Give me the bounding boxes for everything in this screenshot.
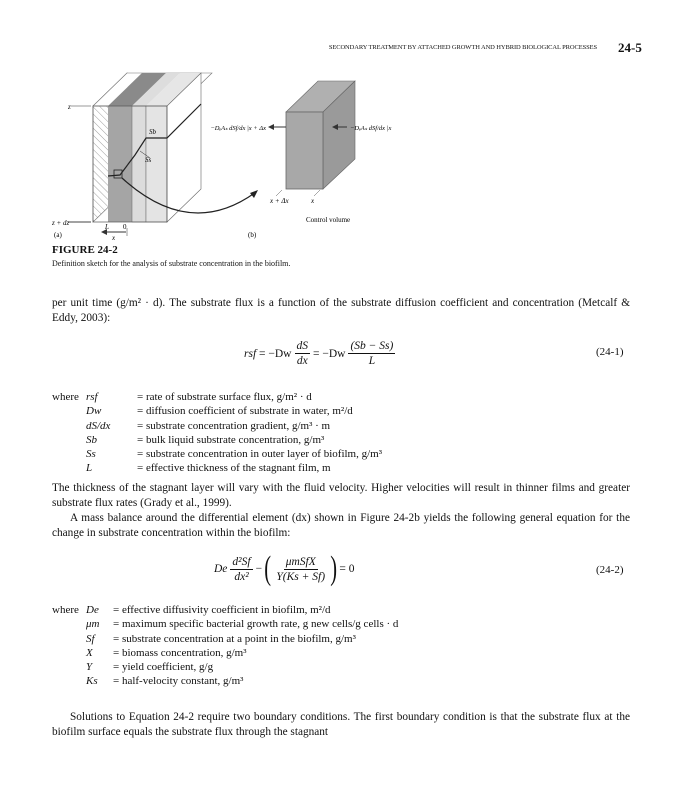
definition-row — [52, 632, 398, 646]
fraction — [295, 340, 311, 367]
fraction — [230, 556, 252, 583]
symbol: dS/dx — [86, 419, 111, 432]
fraction — [276, 556, 325, 583]
definition-text: = diffusion coefficient of substrate in water, m²/d — [137, 405, 353, 418]
paragraph: per unit time (g/m² · d). The substrate flux is a function of the substrate diffusion coefficient and concentration (Metcalf & Eddy, 2003): — [52, 297, 630, 324]
equation-number: (24-1) — [596, 346, 624, 358]
where-label — [52, 447, 86, 461]
definition-text: = maximum specific bacterial growth rate, g new cells/g cells · d — [113, 618, 399, 631]
definition-row — [52, 433, 382, 447]
right-paren: ) — [330, 550, 338, 587]
denominator: dx² — [234, 570, 249, 583]
where-label — [52, 419, 86, 433]
symbol: De — [86, 604, 99, 616]
where-label — [52, 404, 86, 418]
definition-text: = substrate concentration gradient, g/m³ · m — [137, 419, 331, 432]
eq-term: = −Dw — [313, 347, 346, 360]
definition-text: = effective thickness of the stagnant film, m — [137, 462, 331, 475]
label-z: z — [68, 103, 71, 111]
denominator: Y(Ks + Sf) — [276, 570, 326, 583]
label-L: L — [105, 223, 109, 231]
symbol: L — [86, 462, 93, 475]
equation-24-2 — [214, 552, 355, 586]
symbol: X — [86, 646, 93, 659]
definition-row — [52, 447, 382, 461]
definition-text: = effective diffusivity coefficient in biofilm, m²/d — [113, 604, 331, 616]
page-number: 24-5 — [618, 40, 642, 55]
label-x-dx: x + Δx — [270, 197, 289, 205]
running-header: SECONDARY TREATMENT BY ATTACHED GROWTH AND HYBRID BIOLOGICAL PROCESSES — [328, 44, 597, 51]
where-label — [52, 461, 86, 475]
control-volume-label: Control volume — [306, 216, 351, 224]
symbol: rsf — [86, 391, 98, 403]
definition-row — [52, 617, 398, 631]
symbol: Sf — [86, 632, 95, 645]
definition-row — [52, 404, 382, 418]
definition-row — [52, 660, 398, 674]
definition-text: = substrate concentration at a point in the biofilm, g/m³ — [113, 632, 356, 645]
eq-rhs: = 0 — [339, 563, 355, 575]
panel-a-label: (a) — [54, 231, 62, 239]
paragraph: Solutions to Equation 24-2 require two boundary conditions. The first boundary condition is that the substrate flux at the biofilm surface equals the substrate flux through the stagnant — [52, 711, 630, 738]
left-paren: ( — [264, 550, 272, 587]
biofilm-diagram — [51, 73, 258, 242]
paragraph: The thickness of the stagnant layer will vary with the fluid velocity. Higher velocities will result in thinner films and greater substrate flux rates (Grady et al., 1999). — [52, 482, 630, 509]
numerator: (Sb − Ss) — [350, 340, 394, 352]
label-sb: Sb — [149, 128, 156, 136]
definition-text: = half-velocity constant, g/m³ — [113, 675, 244, 688]
symbol: Ss — [86, 448, 96, 461]
figure-title: FIGURE 24-2 — [52, 244, 118, 256]
symbol: Sb — [86, 433, 97, 446]
figure-caption: Definition sketch for the analysis of substrate concentration in the biofilm. — [52, 259, 291, 268]
definition-text: = biomass concentration, g/m³ — [113, 646, 247, 659]
eq-coef: De — [214, 563, 228, 575]
denominator: L — [368, 355, 376, 367]
definition-text: = yield coefficient, g/g — [113, 661, 214, 674]
numerator: μmSfX — [285, 555, 316, 568]
definition-text: = bulk liquid substrate concentration, g/m³ — [137, 433, 325, 446]
symbol: Dw — [86, 405, 102, 418]
panel-b-label: (b) — [248, 231, 257, 239]
left-flux-label: −DₑAₛ dSf/dx |x + Δx — [210, 125, 266, 132]
where-label — [52, 646, 86, 660]
symbol: Ks — [86, 675, 98, 688]
eq-minus: − — [255, 563, 263, 575]
numerator: d²Sf — [232, 555, 251, 568]
denominator: dx — [296, 355, 308, 367]
eq-term: = −Dw — [259, 347, 292, 360]
label-zero: 0 — [123, 223, 127, 231]
definition-row — [52, 461, 382, 475]
numerator: dS — [296, 340, 308, 352]
equation-24-1 — [244, 340, 398, 367]
fraction — [348, 340, 395, 367]
right-flux-label: −DₑAₛ dSf/dx |x — [350, 125, 392, 132]
symbol: μm — [86, 618, 100, 631]
definition-row — [52, 390, 382, 404]
definition-row — [52, 419, 382, 433]
definition-row — [52, 646, 398, 660]
symbol: Y — [86, 661, 93, 674]
where-label — [52, 674, 86, 688]
definitions-list — [52, 390, 382, 476]
equation-number: (24-2) — [596, 564, 624, 576]
label-x-b: x — [311, 197, 315, 205]
control-volume-diagram — [210, 81, 391, 239]
paragraph: A mass balance around the differential element (dx) shown in Figure 24-2b yields the following general equation for the change in substrate concentration within the biofilm: — [52, 512, 630, 539]
definitions-list — [52, 603, 398, 689]
label-z-dz: z + dz — [52, 219, 70, 227]
where-label — [52, 632, 86, 646]
where-label — [52, 617, 86, 631]
eq-lhs: rsf — [244, 347, 257, 360]
where-label: where — [52, 604, 79, 616]
definition-text: = substrate concentration in outer layer of biofilm, g/m³ — [137, 448, 383, 461]
where-label: where — [52, 391, 79, 403]
definition-row — [52, 603, 398, 617]
where-label — [52, 660, 86, 674]
definition-row — [52, 674, 398, 688]
label-x: x — [112, 234, 116, 242]
where-label — [52, 433, 86, 447]
definition-text: = rate of substrate surface flux, g/m² · d — [137, 391, 312, 403]
figure-24-2 — [0, 0, 689, 243]
label-ss: Ss — [145, 156, 152, 164]
